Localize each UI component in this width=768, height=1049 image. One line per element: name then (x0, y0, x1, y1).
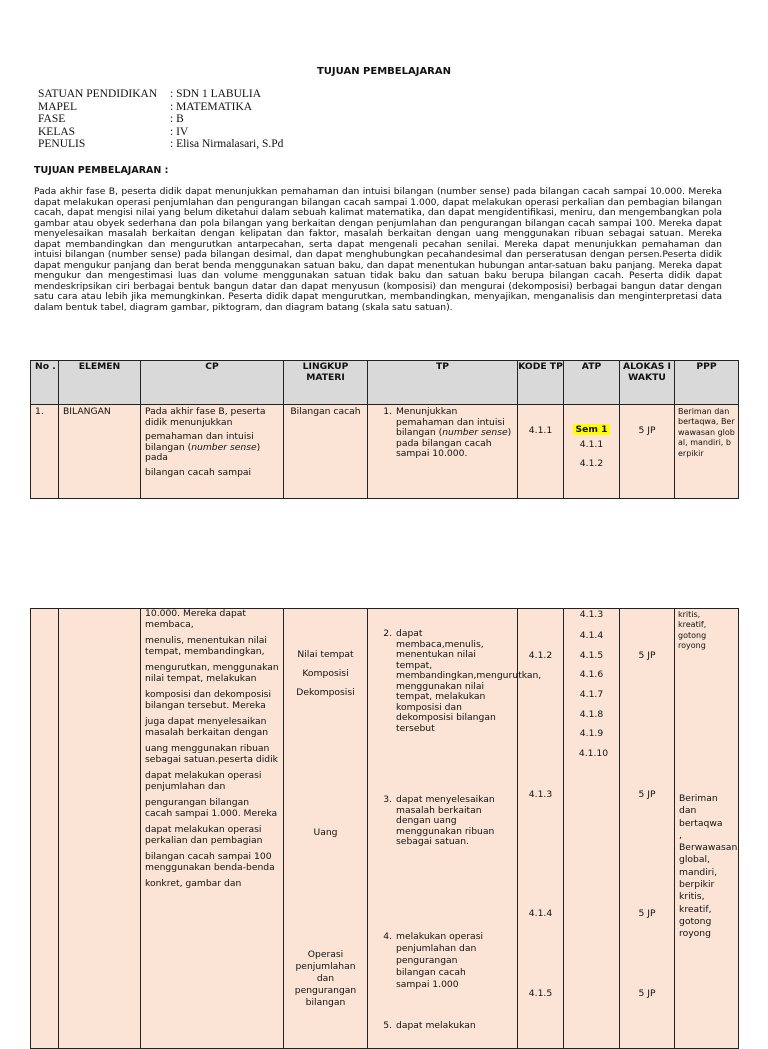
ppp-text: kritis, kreatif, gotong royong (678, 610, 707, 651)
cp-line: dapat melakukan operasi penjumlahan dan (145, 770, 262, 792)
meta-row (38, 88, 283, 101)
atp-item: 4.1.9 (579, 728, 604, 739)
col-header-alokasi: ALOKAS I WAKTU (620, 361, 675, 405)
tp-table-continuation (30, 608, 739, 1049)
cp-line: Pada akhir fase B, peserta didik menunjukkan (145, 406, 266, 428)
tp-text: Menunjukkan pemahaman dan intuisi bilangan (number sense) pada bilangan cacah sampai 10.000. (396, 406, 512, 459)
cp-line-number-sense: pemahaman dan intuisi bilangan (number sense) pada (145, 431, 261, 463)
atp-item: 4.1.4 (579, 630, 604, 641)
meta-value: : IV (170, 125, 189, 138)
cell-lingkup (284, 609, 368, 1049)
alokasi-waktu: 5 JP (638, 789, 656, 800)
tp-number: 4. (383, 931, 392, 942)
meta-value: : SDN 1 LABULIA (170, 88, 262, 100)
ppp-text: Beriman dan bertaqwa, Berwawasan global, mandiri, berpikir (678, 407, 735, 458)
tp-number: 2. (383, 628, 392, 639)
cell-cp (141, 405, 284, 499)
tp-number: 3. (383, 794, 392, 805)
alokasi-waktu: 5 JP (638, 650, 656, 661)
cell-no (31, 609, 59, 1049)
semester-highlight: Sem 1 (575, 424, 608, 435)
tp-table-header-section (30, 360, 739, 499)
cp-line: juga dapat menyelesaikan masalah berkaitan dengan (145, 716, 269, 738)
col-header-cp: CP (141, 361, 284, 405)
elemen-text: BILANGAN (63, 406, 111, 417)
lingkup-item: Operasi penjumlahan dan pengurangan bilangan (294, 949, 357, 1008)
tp-item (368, 405, 517, 460)
tp-number: 5. (383, 1020, 392, 1031)
tp-item (378, 931, 513, 991)
table-row (31, 405, 739, 499)
cp-line: bilangan cacah sampai (145, 466, 252, 478)
meta-label: PENULIS (38, 138, 86, 151)
meta-value: : MATEMATIKA (170, 100, 253, 113)
cell-tp (368, 405, 518, 499)
meta-value: : Elisa Nirmalasari, S.Pd (170, 138, 284, 151)
col-header-no: No . (31, 361, 59, 405)
cell-kode (518, 405, 564, 499)
tp-number: 1. (383, 406, 392, 417)
tp-text: dapat melakukan (396, 1020, 476, 1031)
cp-italic-term: number sense (191, 441, 257, 453)
col-header-atp: ATP (564, 361, 620, 405)
meta-row (38, 101, 283, 114)
lingkup-item: Uang (313, 827, 338, 838)
cell-atp (564, 405, 620, 499)
alokasi-waktu: 5 JP (638, 908, 656, 919)
cell-atp (564, 609, 620, 1049)
cell-alokasi (620, 405, 675, 499)
col-header-elemen: ELEMEN (59, 361, 141, 405)
cp-line: 10.000. Mereka dapat membaca, (145, 608, 247, 630)
cp-line: bilangan cacah sampai 100 menggunakan benda-benda (145, 851, 275, 873)
cp-line: uang menggunakan ribuan sebagai satuan.peserta didik (145, 743, 278, 765)
atp-item: 4.1.5 (579, 650, 604, 661)
tp-text: melakukan operasi penjumlahan dan pengurangan bilangan cacah sampai 1.000 (396, 931, 484, 990)
meta-label: FASE (38, 113, 66, 126)
table-header-row (31, 361, 739, 405)
lingkup-text: Bilangan cacah (290, 406, 361, 417)
tp-text: dapat membaca,menulis, menentukan nilai tempat, membandingkan,mengurutkan, menggunakan nilai tempat, melakukan komposisi dan dekomposisi bilangan tersebut (396, 628, 542, 734)
cell-ppp (675, 405, 739, 499)
kode-tp: 4.1.5 (528, 988, 553, 999)
col-header-tp: TP (368, 361, 518, 405)
alokasi-waktu: 5 JP (638, 988, 656, 999)
meta-label: KELAS (38, 125, 76, 138)
alokasi-waktu: 5 JP (638, 425, 656, 436)
table-row (31, 609, 739, 1049)
tp-text: dapat menyelesaikan masalah berkaitan dengan uang menggunakan ribuan sebagai satuan. (396, 794, 495, 847)
cp-line: dapat melakukan operasi perkalian dan pembagian (145, 824, 263, 846)
cp-line: konkret, gambar dan (145, 878, 242, 889)
atp-item: 4.1.8 (579, 709, 604, 720)
cp-line: komposisi dan dekomposisi bilangan tersebut. Mereka (145, 689, 271, 711)
meta-row (38, 138, 283, 151)
cell-cp (141, 609, 284, 1049)
cp-line: pengurangan bilangan cacah sampai 1.000. Mereka (145, 797, 278, 819)
col-header-lingkup: LINGKUP MATERI (284, 361, 368, 405)
meta-row (38, 113, 283, 126)
kode-tp: 4.1.2 (528, 650, 553, 661)
meta-row (38, 126, 283, 139)
atp-item: 4.1.7 (579, 689, 604, 700)
section-heading: TUJUAN PEMBELAJARAN : (34, 165, 169, 176)
atp-item: 4.1.1 (579, 439, 604, 450)
lingkup-item: Komposisi (302, 668, 349, 679)
ppp-text: Beriman dan bertaqwa , Berwawasan global, mandiri, berpikir kritis, kreatif, gotong royong (679, 793, 738, 940)
cp-line: menulis, menentukan nilai tempat, membandingkan, (145, 635, 267, 657)
meta-value: : B (170, 113, 184, 126)
meta-label: SATUAN PENDIDIKAN (38, 88, 158, 100)
cell-lingkup (284, 405, 368, 499)
meta-label: MAPEL (38, 100, 77, 113)
tp-item (378, 1020, 513, 1032)
cell-alokasi (620, 609, 675, 1049)
document-meta (38, 88, 283, 151)
kode-tp: 4.1.4 (528, 908, 553, 919)
cell-no (31, 405, 59, 499)
row-number: 1. (35, 406, 44, 417)
kode-tp: 4.1.3 (528, 789, 553, 800)
cell-kode (518, 609, 564, 1049)
tp-italic-term: number sense (442, 427, 508, 438)
cell-ppp (675, 609, 739, 1049)
col-header-kode: KODE TP (518, 361, 564, 405)
atp-item: 4.1.6 (579, 669, 604, 680)
tp-item (378, 795, 513, 848)
atp-item: 4.1.10 (578, 748, 609, 759)
atp-item: 4.1.3 (579, 609, 604, 620)
kode-tp: 4.1.1 (528, 425, 553, 436)
page-title: TUJUAN PEMBELAJARAN (316, 66, 451, 77)
atp-item: 4.1.2 (579, 458, 604, 469)
lingkup-item: Dekomposisi (296, 687, 355, 698)
lingkup-item: Nilai tempat (297, 649, 354, 660)
cp-paragraph: Pada akhir fase B, peserta didik dapat menunjukkan pemahaman dan intuisi bilangan (number sense) pada bilangan cacah sampai 10.000. Mereka dapat melakukan operasi penjumlahan dan pengurangan bilangan cacah sampai 1.000, dapat melakukan operasi perkalian dan pembagian bilangan cacah, dapat mengisi nilai yang belum diketahui dalam sebuah kalimat matematika, dan dapat mengidentifikasi, meniru, dan mengembangkan pola gambar atau obyek sederhana dan pola bilangan yang berkaitan dengan penjumlahan dan pengurangan bilangan cacah sampai 100. Mereka dapat menyelesaikan masalah berkaitan dengan kelipatan dan faktor, masalah berkaitan dengan uang menggunakan ribuan sebagai satuan. Mereka dapat membandingkan dan mengurutkan antarpecahan, serta dapat mengenali pecahan senilai. Mereka dapat menunjukkan pemahaman dan intuisi bilangan (number sense) pada bilangan desimal, dan dapat menghubungkan pecahandesimal dan perseratusan dengan persen.Peserta didik dapat mengukur panjang dan berat benda menggunakan satuan baku, dan dapat menentukan hubungan antar-satuan baku panjang. Mereka dapat mengukur dan mengestimasi luas dan volume menggunakan satuan tidak baku dan satuan baku berupa bilangan cacah. Peserta didik dapat mendeskripsikan ciri berbagai bentuk bangun datar dan dapat menyusun (komposisi) dan mengurai (dekomposisi) berbagai bangun datar dengan satu cara atau lebih jika memungkinkan. Peserta didik dapat mengurutkan, membandingkan, menyajikan, menganalisis dan menginterpretasi data dalam bentuk tabel, diagram gambar, piktogram, dan diagram batang (skala satu satuan). (34, 186, 722, 313)
cp-line: mengurutkan, menggunakan nilai tempat, melakukan (145, 662, 279, 684)
cell-elemen (59, 405, 141, 499)
col-header-ppp: PPP (675, 361, 739, 405)
cell-elemen (59, 609, 141, 1049)
